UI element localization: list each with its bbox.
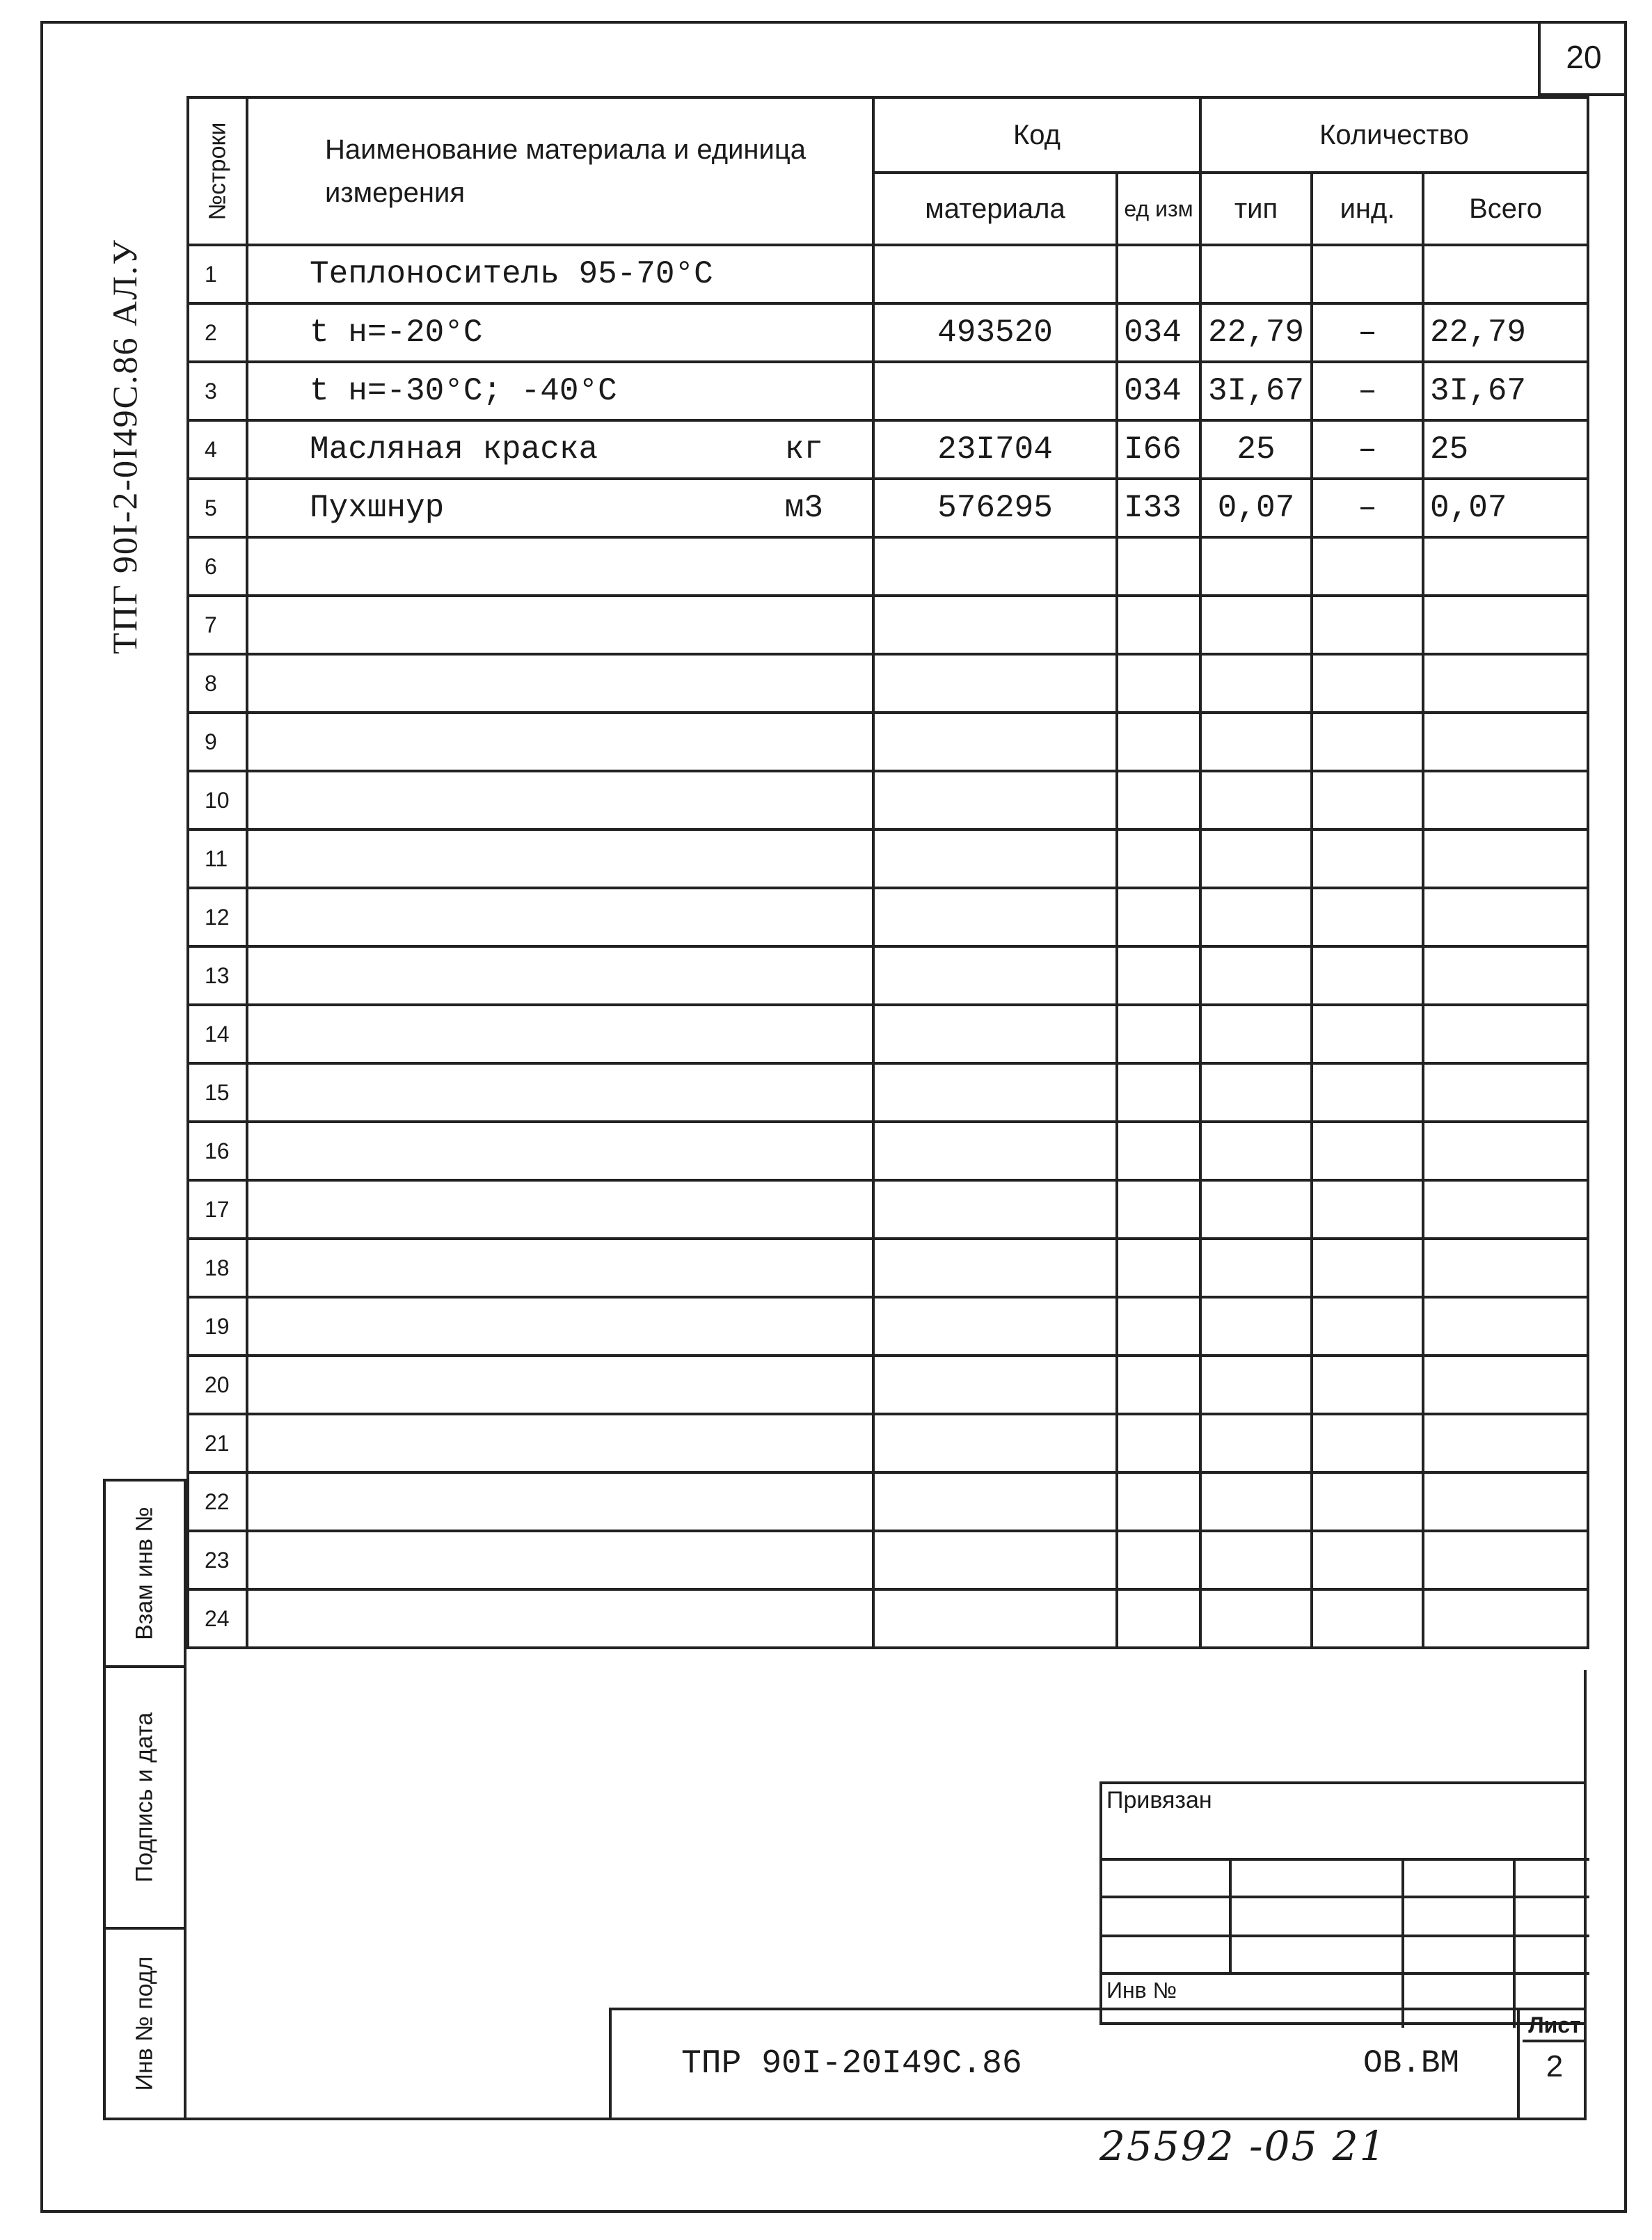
row-total	[1423, 537, 1588, 596]
row-number: 22	[188, 1472, 247, 1531]
row-type	[1200, 1005, 1312, 1063]
binding-stamp	[1099, 1781, 1587, 2025]
row-ind	[1312, 245, 1423, 303]
row-total: 3I,67	[1423, 362, 1588, 420]
row-code	[873, 1122, 1117, 1180]
row-ind	[1312, 1239, 1423, 1297]
row-unit	[1117, 1589, 1200, 1648]
col-quantity-group: Количество	[1200, 97, 1588, 173]
row-unit	[1117, 946, 1200, 1005]
row-unit: 034	[1117, 362, 1200, 420]
row-total	[1423, 1122, 1588, 1180]
table-row	[188, 479, 1588, 537]
row-ind	[1312, 888, 1423, 946]
row-type: 0,07	[1200, 479, 1312, 537]
table-row	[188, 1239, 1588, 1297]
row-total	[1423, 1589, 1588, 1648]
row-code	[873, 888, 1117, 946]
row-name	[247, 1005, 873, 1063]
row-total	[1423, 829, 1588, 888]
row-code	[873, 654, 1117, 713]
row-number: 16	[188, 1122, 247, 1180]
row-unit: I33	[1117, 479, 1200, 537]
row-unit	[1117, 829, 1200, 888]
left-margin-divider	[184, 1479, 186, 2120]
row-total: 0,07	[1423, 479, 1588, 537]
row-number: 1	[188, 245, 247, 303]
table-row	[188, 654, 1588, 713]
row-total	[1423, 1239, 1588, 1297]
row-total	[1423, 1005, 1588, 1063]
row-type	[1200, 1297, 1312, 1356]
row-ind: –	[1312, 479, 1423, 537]
row-name	[247, 1122, 873, 1180]
row-ind	[1312, 829, 1423, 888]
materials-table	[186, 96, 1589, 1649]
row-type	[1200, 829, 1312, 888]
row-name: t н=-30°C; -40°C	[247, 362, 873, 420]
table-row	[188, 303, 1588, 362]
table-row	[188, 1122, 1588, 1180]
row-total	[1423, 245, 1588, 303]
row-unit	[1117, 654, 1200, 713]
row-total	[1423, 771, 1588, 829]
row-name	[247, 829, 873, 888]
row-total: 22,79	[1423, 303, 1588, 362]
row-name	[247, 654, 873, 713]
inv-podl-label: Инв № подл	[131, 1956, 158, 2091]
row-total	[1423, 1180, 1588, 1239]
row-total	[1423, 1414, 1588, 1472]
row-type	[1200, 946, 1312, 1005]
row-total	[1423, 596, 1588, 654]
row-code	[873, 1356, 1117, 1414]
table-row	[188, 829, 1588, 888]
inv-podl-box	[103, 1927, 186, 2120]
row-code	[873, 1589, 1117, 1648]
row-unit: 034	[1117, 303, 1200, 362]
row-number: 3	[188, 362, 247, 420]
row-number: 19	[188, 1297, 247, 1356]
document-code: ТПР 90I-20I49С.86	[681, 2045, 1022, 2083]
table-row	[188, 1063, 1588, 1122]
row-ind: –	[1312, 420, 1423, 479]
row-name: Масляная краска кг	[247, 420, 873, 479]
table-row	[188, 1472, 1588, 1531]
row-ind	[1312, 946, 1423, 1005]
list-label: Лист	[1523, 2008, 1587, 2042]
row-code	[873, 362, 1117, 420]
row-unit	[1117, 1414, 1200, 1472]
row-code	[873, 1063, 1117, 1122]
row-number: 4	[188, 420, 247, 479]
row-name	[247, 946, 873, 1005]
side-document-code: ТПГ 90I-2-0I49С.86 АЛ.У	[105, 239, 144, 654]
row-code	[873, 771, 1117, 829]
row-type	[1200, 1180, 1312, 1239]
row-number: 8	[188, 654, 247, 713]
row-type	[1200, 1472, 1312, 1531]
col-row-number: №строки	[188, 97, 247, 245]
table-row	[188, 420, 1588, 479]
row-unit	[1117, 1297, 1200, 1356]
row-type	[1200, 713, 1312, 771]
row-number: 14	[188, 1005, 247, 1063]
row-code: 576295	[873, 479, 1117, 537]
row-ind	[1312, 1063, 1423, 1122]
row-ind	[1312, 1589, 1423, 1648]
row-type	[1200, 245, 1312, 303]
row-number: 5	[188, 479, 247, 537]
row-name	[247, 1589, 873, 1648]
row-unit	[1117, 1472, 1200, 1531]
row-code: 493520	[873, 303, 1117, 362]
sheet-list-box	[1517, 2008, 1587, 2120]
row-number: 2	[188, 303, 247, 362]
row-number: 21	[188, 1414, 247, 1472]
row-unit	[1117, 1122, 1200, 1180]
table-row	[188, 713, 1588, 771]
row-ind: –	[1312, 303, 1423, 362]
row-ind	[1312, 1297, 1423, 1356]
row-unit	[1117, 888, 1200, 946]
row-number: 9	[188, 713, 247, 771]
row-total	[1423, 713, 1588, 771]
row-code	[873, 713, 1117, 771]
table-row	[188, 1414, 1588, 1472]
privyazan-label: Привязан	[1106, 1787, 1212, 1813]
col-material-code: материала	[873, 173, 1117, 245]
row-total	[1423, 1297, 1588, 1356]
row-total	[1423, 888, 1588, 946]
row-name: Пухшнур м3	[247, 479, 873, 537]
row-number: 12	[188, 888, 247, 946]
row-code	[873, 946, 1117, 1005]
row-type: 22,79	[1200, 303, 1312, 362]
row-ind	[1312, 1472, 1423, 1531]
row-ind	[1312, 654, 1423, 713]
row-name: Теплоноситель 95-70°C	[247, 245, 873, 303]
table-row	[188, 771, 1588, 829]
row-unit	[1117, 1005, 1200, 1063]
col-total: Всего	[1423, 173, 1588, 245]
row-unit	[1117, 771, 1200, 829]
col-unit: ед изм	[1117, 173, 1200, 245]
row-code	[873, 1297, 1117, 1356]
row-name	[247, 1239, 873, 1297]
col-name: Наименование материала и единица измерения	[247, 97, 873, 245]
table-row	[188, 1589, 1588, 1648]
col-type: тип	[1200, 173, 1312, 245]
row-name	[247, 771, 873, 829]
row-name	[247, 1063, 873, 1122]
table-row	[188, 1531, 1588, 1589]
table-row	[188, 888, 1588, 946]
row-number: 11	[188, 829, 247, 888]
row-code	[873, 829, 1117, 888]
col-ind: инд.	[1312, 173, 1423, 245]
row-number: 15	[188, 1063, 247, 1122]
row-ind	[1312, 713, 1423, 771]
row-total	[1423, 946, 1588, 1005]
row-number: 6	[188, 537, 247, 596]
row-number: 20	[188, 1356, 247, 1414]
table-row	[188, 1297, 1588, 1356]
row-number: 23	[188, 1531, 247, 1589]
row-name	[247, 1297, 873, 1356]
row-type	[1200, 654, 1312, 713]
podpis-data-box	[103, 1665, 186, 1930]
row-type: 3I,67	[1200, 362, 1312, 420]
row-ind	[1312, 771, 1423, 829]
row-name	[247, 713, 873, 771]
row-unit	[1117, 1180, 1200, 1239]
table-row	[188, 362, 1588, 420]
row-code	[873, 1531, 1117, 1589]
row-name	[247, 537, 873, 596]
row-code: 23I704	[873, 420, 1117, 479]
row-type	[1200, 1122, 1312, 1180]
row-total: 25	[1423, 420, 1588, 479]
row-code	[873, 1414, 1117, 1472]
row-total	[1423, 1531, 1588, 1589]
table-row	[188, 1180, 1588, 1239]
row-ind	[1312, 1122, 1423, 1180]
row-number: 10	[188, 771, 247, 829]
row-name	[247, 1531, 873, 1589]
row-ind	[1312, 596, 1423, 654]
row-total	[1423, 1356, 1588, 1414]
table-row	[188, 537, 1588, 596]
row-type	[1200, 1589, 1312, 1648]
title-block	[609, 2008, 1587, 2120]
row-type	[1200, 1414, 1312, 1472]
row-code	[873, 1180, 1117, 1239]
table-row	[188, 1356, 1588, 1414]
page-number: 20	[1538, 21, 1627, 96]
row-unit	[1117, 537, 1200, 596]
row-code	[873, 537, 1117, 596]
row-name	[247, 596, 873, 654]
podpis-data-label: Подпись и дата	[131, 1712, 158, 1883]
handwritten-number: 25592 -05 21	[1099, 2122, 1387, 2170]
row-name	[247, 1180, 873, 1239]
row-total	[1423, 654, 1588, 713]
vzam-inv-box	[103, 1479, 186, 1668]
table-row	[188, 245, 1588, 303]
row-number: 7	[188, 596, 247, 654]
row-ind: –	[1312, 362, 1423, 420]
row-name	[247, 888, 873, 946]
row-number: 17	[188, 1180, 247, 1239]
row-unit	[1117, 1356, 1200, 1414]
row-code	[873, 596, 1117, 654]
row-type	[1200, 771, 1312, 829]
col-code-group: Код	[873, 97, 1200, 173]
row-number: 13	[188, 946, 247, 1005]
row-total	[1423, 1063, 1588, 1122]
row-type	[1200, 1239, 1312, 1297]
row-type	[1200, 1531, 1312, 1589]
table-row	[188, 1005, 1588, 1063]
list-value: 2	[1546, 2049, 1564, 2083]
row-unit	[1117, 1239, 1200, 1297]
table-row	[188, 946, 1588, 1005]
row-type	[1200, 596, 1312, 654]
row-code	[873, 1005, 1117, 1063]
row-name: t н=-20°C	[247, 303, 873, 362]
row-type	[1200, 888, 1312, 946]
row-type	[1200, 1356, 1312, 1414]
row-ind	[1312, 537, 1423, 596]
row-unit	[1117, 596, 1200, 654]
row-type	[1200, 537, 1312, 596]
row-unit: I66	[1117, 420, 1200, 479]
row-name	[247, 1356, 873, 1414]
row-ind	[1312, 1005, 1423, 1063]
table-row	[188, 596, 1588, 654]
row-unit	[1117, 1531, 1200, 1589]
section-code: ОВ.ВМ	[1363, 2045, 1460, 2081]
vzam-inv-label: Взам инв №	[131, 1507, 158, 1640]
row-code	[873, 1239, 1117, 1297]
row-unit	[1117, 245, 1200, 303]
row-name	[247, 1472, 873, 1531]
row-total	[1423, 1472, 1588, 1531]
row-number: 24	[188, 1589, 247, 1648]
row-name	[247, 1414, 873, 1472]
row-code	[873, 245, 1117, 303]
row-ind	[1312, 1356, 1423, 1414]
row-ind	[1312, 1180, 1423, 1239]
row-unit	[1117, 713, 1200, 771]
row-type: 25	[1200, 420, 1312, 479]
row-ind	[1312, 1414, 1423, 1472]
row-type	[1200, 1063, 1312, 1122]
row-number: 18	[188, 1239, 247, 1297]
row-ind	[1312, 1531, 1423, 1589]
row-code	[873, 1472, 1117, 1531]
inv-no-label: Инв №	[1106, 1978, 1177, 2003]
row-unit	[1117, 1063, 1200, 1122]
